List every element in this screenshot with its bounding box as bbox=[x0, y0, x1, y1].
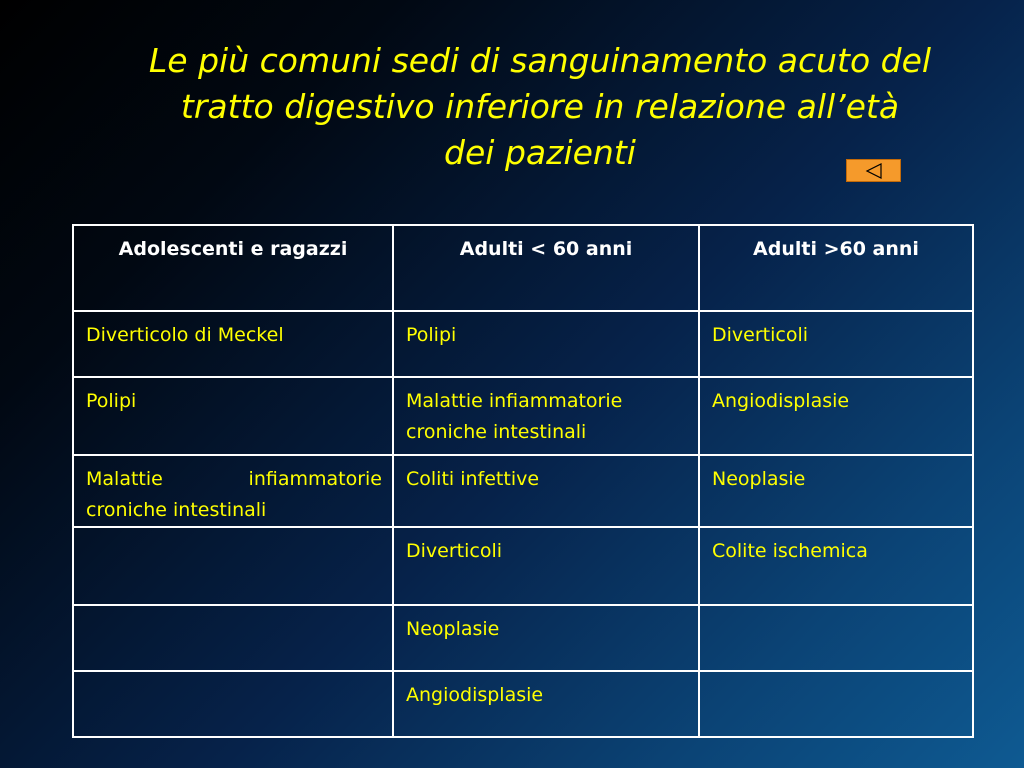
title-line-1: Le più comuni sedi di sanguinamento acuto del bbox=[148, 41, 932, 80]
left-triangle-icon bbox=[865, 163, 883, 179]
slide-title bbox=[80, 38, 1000, 176]
table-row bbox=[73, 527, 973, 605]
table-cell bbox=[73, 671, 393, 737]
table-cell: Angiodisplasie bbox=[699, 377, 973, 455]
title-line-3: dei pazienti bbox=[444, 133, 636, 172]
table-cell: Colite ischemica bbox=[699, 527, 973, 605]
table-row bbox=[73, 311, 973, 377]
table-cell: Neoplasie bbox=[699, 455, 973, 527]
table-cell: Diverticolo di Meckel bbox=[73, 311, 393, 377]
table-cell bbox=[699, 671, 973, 737]
table-cell: Angiodisplasie bbox=[393, 671, 699, 737]
table-cell: Polipi bbox=[393, 311, 699, 377]
back-button[interactable] bbox=[846, 159, 901, 182]
header-adults-over-60: Adulti >60 anni bbox=[699, 225, 973, 311]
table-cell bbox=[699, 605, 973, 671]
table-cell: Malattie infiammatorie croniche intestinali bbox=[393, 377, 699, 455]
bleeding-sites-table bbox=[72, 224, 974, 738]
table-cell: Diverticoli bbox=[699, 311, 973, 377]
table-cell: Diverticoli bbox=[393, 527, 699, 605]
table-row bbox=[73, 455, 973, 527]
table-header-row bbox=[73, 225, 973, 311]
table-cell: Malattie infiammatorie croniche intestinali bbox=[73, 455, 393, 527]
header-adults-under-60: Adulti < 60 anni bbox=[393, 225, 699, 311]
title-line-2: tratto digestivo inferiore in relazione all’età bbox=[180, 87, 900, 126]
table-row bbox=[73, 605, 973, 671]
table-cell bbox=[73, 605, 393, 671]
table-cell bbox=[73, 527, 393, 605]
header-adolescents: Adolescenti e ragazzi bbox=[73, 225, 393, 311]
table-row bbox=[73, 671, 973, 737]
table-cell: Neoplasie bbox=[393, 605, 699, 671]
table-cell: Coliti infettive bbox=[393, 455, 699, 527]
table-cell: Polipi bbox=[73, 377, 393, 455]
table-row bbox=[73, 377, 973, 455]
